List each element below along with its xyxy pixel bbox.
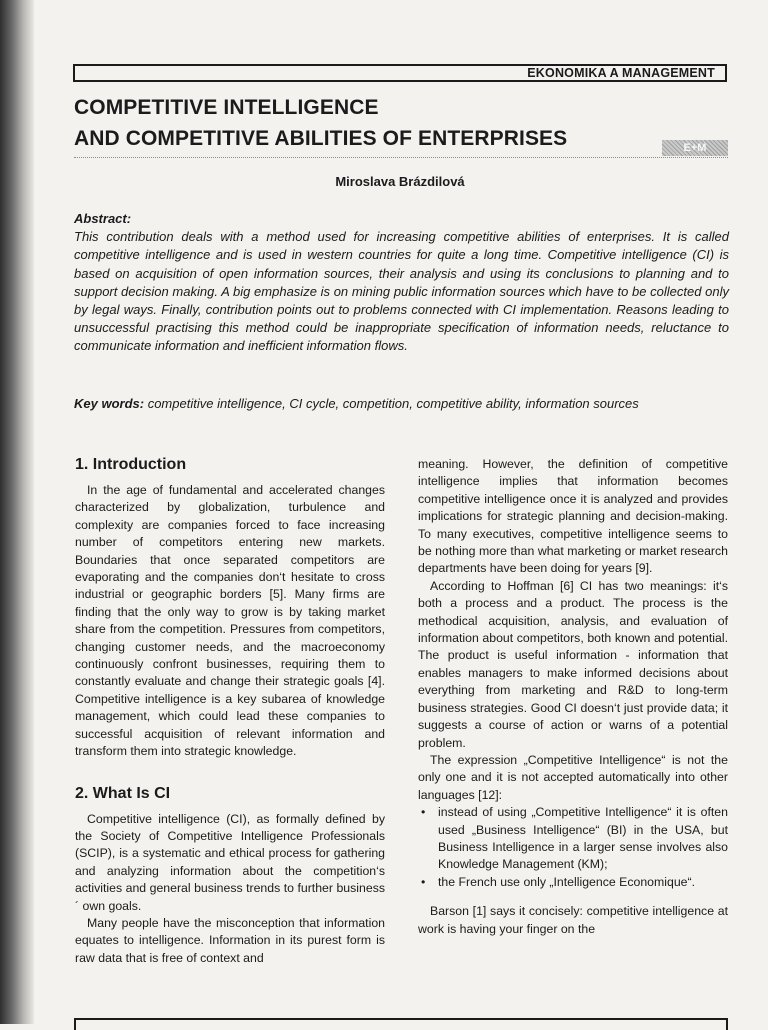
spacer (418, 891, 728, 903)
bullet-list (418, 804, 728, 891)
right-column (418, 456, 728, 938)
title-line-1: COMPETITIVE INTELLIGENCE (74, 96, 379, 119)
author-name: Miroslava Brázdilová (335, 174, 465, 189)
title-divider (74, 157, 728, 158)
keywords-block (74, 396, 729, 411)
title-line-2: AND COMPETITIVE ABILITIES OF ENTERPRISES (74, 127, 568, 150)
abstract-text: This contribution deals with a method used for increasing competitive abilities of enterprises. It is called competitive intelligence and is used in western countries for quite a long time. Competitive intelligence (CI) is based on acquisition of open information sources, their analysis and using its conclusions to planning and to support decision making. A big emphasize is on mining public information sources which have to be collected only by legal ways. Finally, contribution points out to problems connected with CI implementation. Reasons leading to unsuccessful practising this method could be inappropriate specification of information needs, reluctance to communicate information and inefficient information flows. (74, 229, 729, 354)
section-heading-what-is-ci: 2. What Is CI (75, 784, 171, 802)
journal-name: EKONOMIKA A MANAGEMENT (527, 66, 715, 80)
abstract-block (74, 210, 729, 356)
journal-header-bar (73, 64, 727, 82)
paragraph: In the age of fundamental and accelerated changes characterized by globalization, turbulence and complexity are companies forced to face increasing number of competitors entering new markets. Boundaries that once separated competitors are evaporating and the companies don‘t hesitate to cross industrial or geographic borders [5]. Many firms are finding that the only way to grow is by taking market share from the competition. Pressures from competitors, changing customer needs, and the macroeconomy continuously confront businesses, requiring them to constantly evaluate and change their strategic goals [4]. Competitive intelligence is a key subarea of knowledge management, which could lead these companies to successful acquisition of relevant information and transform them into strategic knowledge. (75, 483, 385, 759)
list-item (418, 874, 728, 891)
abstract-label: Abstract: (74, 211, 132, 226)
paragraph: Competitive intelligence (CI), as formally defined by the Society of Competitive Intelligence Professionals (SCIP), is a systematic and ethical process for gathering and analyzing information about the competition‘s activities and general business trends to further business´ own goals. (75, 811, 385, 913)
left-column (75, 454, 385, 967)
keywords-label: Key words: (74, 396, 145, 411)
bullet-icon: • (421, 874, 426, 889)
section-heading-introduction: 1. Introduction (75, 456, 187, 473)
keywords-text: competitive intelligence, CI cycle, competition, competitive ability, information sources (147, 396, 639, 411)
paragraph: meaning. However, the definition of competitive intelligence implies that information becomes competitive intelligence once it is analyzed and provides implications for strategic planning and decision-making. To many executives, competitive intelligence seems to be nothing more than what marketing or market research departments have been doing for years [9]. (418, 457, 728, 576)
list-item-text: instead of using „Competitive Intelligence“ it is often used „Business Intelligence“ (BI) in the USA, but Business Intelligence in a larger sense involves also Knowledge Management (KM); (438, 805, 728, 872)
bullet-icon: • (421, 805, 426, 820)
paragraph: The expression „Competitive Intelligence“ is not the only one and it is not accepted automatically into other languages [12]: (418, 752, 728, 802)
journal-badge: E+M (662, 140, 728, 156)
footer-bar (74, 1018, 728, 1030)
paragraph: According to Hoffman [6] CI has two meanings: it‘s both a process and a product. The process is the methodical acquisition, analysis, and evaluation of information about competitors, both known and potential. The product is useful information - information that enables managers to make informed decisions about everything from marketing and R&D to long-term business strategies. Good CI doesn‘t just provide data; it suggests a course of action or warns of a potential problem. (418, 578, 728, 750)
list-item (418, 804, 728, 874)
paragraph: Many people have the misconception that information equates to intelligence. Information in its purest form is raw data that is free of context and (75, 915, 385, 965)
paragraph: Barson [1] says it concisely: competitive intelligence at work is having your finger on the (418, 904, 728, 936)
paper-title (74, 92, 567, 154)
list-item-text: the French use only „Intelligence Economique“. (438, 874, 696, 889)
